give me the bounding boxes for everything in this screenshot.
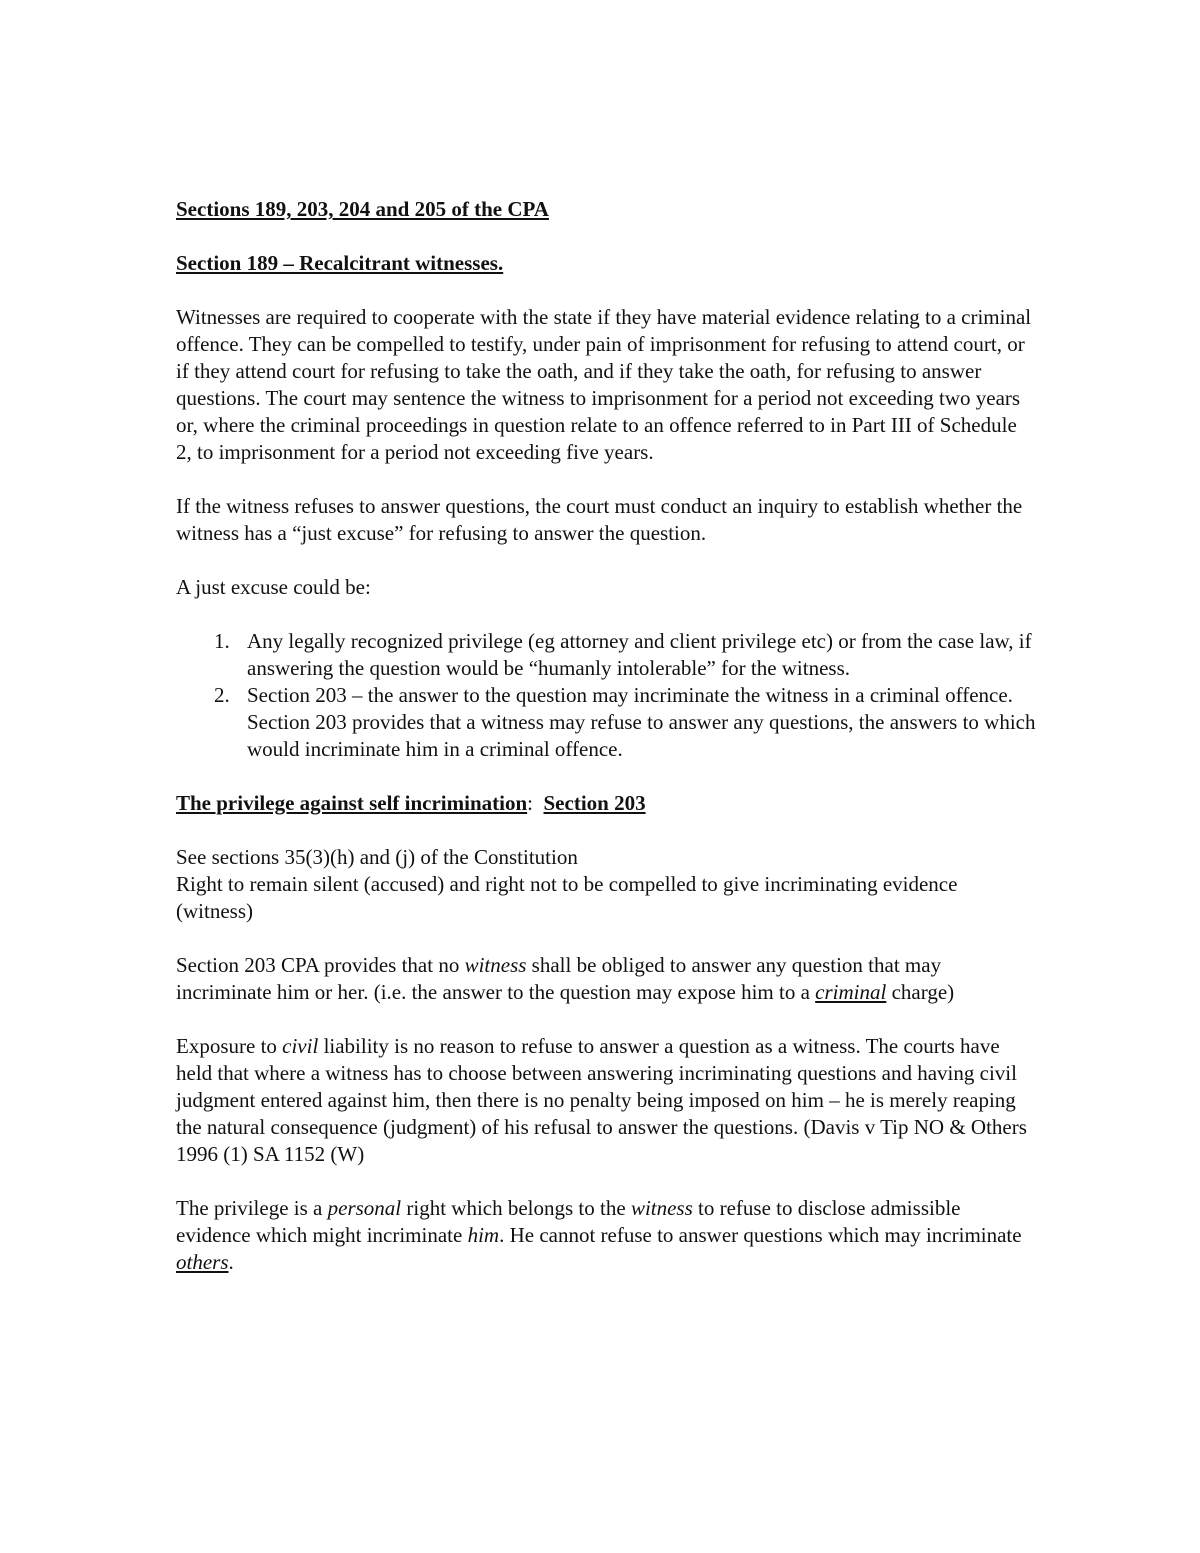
text-run: right which belongs to the	[401, 1196, 631, 1220]
text-run-italic-underline: others	[176, 1250, 229, 1274]
section-189-heading: Section 189 – Recalcitrant witnesses.	[176, 251, 504, 275]
spacer	[176, 763, 1036, 790]
text-run: charge)	[886, 980, 955, 1004]
text-run: to refuse to disclose admissible evidence which might incriminate	[176, 1196, 961, 1247]
privilege-heading-section: Section 203	[543, 791, 646, 815]
text-run: liability is no reason to refuse to answer a question as a witness. The courts have held that where a witness has to choose between answering incriminating questions and having civil judgment entered against him, then there is no penalty being imposed on him – he is merely reaping the natural consequence (judgment) of his refusal to answer the questions. (Davis v Tip NO & Others 1996 (1) SA 1152 (W)	[176, 1034, 1027, 1166]
text-run: The privilege is a	[176, 1196, 328, 1220]
text-run: Section 203 CPA provides that no	[176, 953, 465, 977]
privilege-heading-separator: :	[527, 791, 533, 815]
spacer	[176, 277, 1036, 304]
spacer	[176, 547, 1036, 574]
text-run-italic: witness	[630, 1196, 693, 1220]
list-item-number: 1.	[214, 629, 230, 653]
privilege-heading	[176, 790, 1036, 817]
text-run-italic-underline: criminal	[815, 980, 887, 1004]
just-excuse-list	[176, 628, 1036, 763]
document-title: Sections 189, 203, 204 and 205 of the CPA	[176, 197, 549, 221]
list-item-number: 2.	[214, 683, 230, 707]
list-item	[176, 628, 1036, 682]
privilege-heading-title: The privilege against self incrimination	[176, 791, 528, 815]
spacer	[176, 601, 1036, 628]
text-run: .	[228, 1250, 234, 1274]
spacer	[176, 817, 1036, 844]
spacer	[176, 1168, 1036, 1195]
constitution-reference: See sections 35(3)(h) and (j) of the Constitution	[176, 845, 578, 869]
text-run: shall be obliged to answer any question that may incriminate him or her. (i.e. the answer to the question may expose him to a	[176, 953, 942, 1004]
text-run: . He cannot refuse to answer questions which may incriminate	[499, 1223, 1022, 1247]
section-189-paragraph-2: If the witness refuses to answer questions, the court must conduct an inquiry to establish whether the witness has a “just excuse” for refusing to answer the question.	[176, 494, 1023, 545]
list-item	[176, 682, 1036, 763]
text-run-italic: witness	[464, 953, 527, 977]
text-run-italic: him	[467, 1223, 500, 1247]
list-item-text: Any legally recognized privilege (eg attorney and client privilege etc) or from the case law, if answering the question would be “humanly intolerable” for the witness.	[247, 629, 1032, 680]
text-run-italic: personal	[327, 1196, 402, 1220]
civil-liability-paragraph	[176, 1033, 1036, 1168]
spacer	[176, 1006, 1036, 1033]
section-189-paragraph-1: Witnesses are required to cooperate with the state if they have material evidence relating to a criminal offence. They can be compelled to testify, under pain of imprisonment for refusing to attend court, or if they attend court for refusing to take the oath, and if they take the oath, for refusing to answer questions. The court may sentence the witness to imprisonment for a period not exceeding two years or, where the criminal proceedings in question relate to an offence referred to in Part III of Schedule 2, to imprisonment for a period not exceeding five years.	[176, 305, 1032, 464]
list-item-text: Section 203 – the answer to the question may incriminate the witness in a criminal offence. Section 203 provides that a witness may refuse to answer any questions, the answers to which would incriminate him in a criminal offence.	[247, 683, 1036, 761]
section-203-paragraph	[176, 952, 1036, 1006]
document-page	[176, 196, 1036, 1276]
spacer	[176, 466, 1036, 493]
text-run: Exposure to	[176, 1034, 283, 1058]
section-189-paragraph-3: A just excuse could be:	[176, 575, 371, 599]
spacer	[176, 925, 1036, 952]
text-run-italic: civil	[282, 1034, 319, 1058]
spacer	[176, 223, 1036, 250]
personal-right-paragraph	[176, 1195, 1036, 1276]
right-to-silence-line: Right to remain silent (accused) and right not to be compelled to give incriminating evidence (witness)	[176, 872, 958, 923]
